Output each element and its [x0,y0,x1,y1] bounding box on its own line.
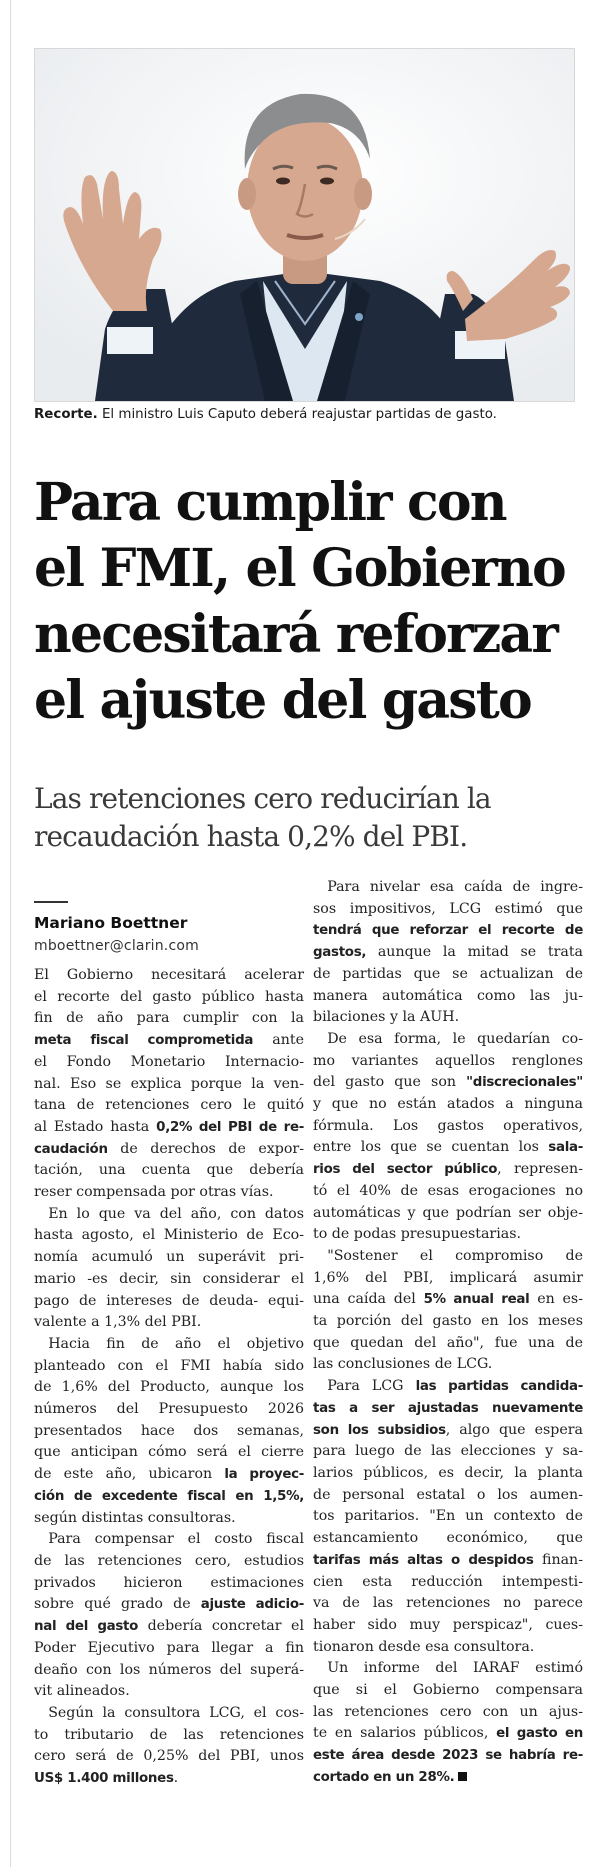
body-text: finan- [533,1551,583,1568]
body-text-line [34,1247,304,1269]
body-text-line [34,1291,304,1313]
body-text: en es- [529,1291,584,1308]
body-text: que anticipan cómo será el cierre [34,1444,304,1461]
body-text: privados hicieron estimaciones [34,1574,304,1591]
body-text: El Gobierno necesitará acelerar [34,967,304,983]
body-text: hasta agosto, el Ministerio de Eco- [34,1227,304,1244]
body-text: automáticas y que podrían ser obje- [313,1204,583,1221]
body-text-line [313,1485,583,1507]
bold-highlight: ajuste adicio- [200,1597,304,1613]
body-text-line [313,964,583,986]
body-text-line [34,1334,304,1356]
body-text: bilaciones y la AUH. [313,1009,460,1026]
body-text-line [34,1703,304,1725]
body-text-line [313,1615,583,1637]
body-text: de las retenciones cero, estudios [34,1552,304,1569]
body-text: tó el 40% de esas erogaciones no [313,1182,583,1199]
body-text: que quedan del año", fue una de [313,1334,583,1351]
end-of-article-mark [458,1772,467,1781]
body-text-line [313,1528,583,1550]
body-text-line [313,1441,583,1463]
body-text: Según la consultora LCG, el cos- [34,1704,304,1721]
body-text-line [313,1289,583,1311]
body-text: Hacia fin de año el objetivo [34,1335,304,1352]
body-text-line [34,1508,304,1530]
bold-highlight: la proyec- [224,1467,305,1483]
article-photo [34,48,575,402]
subhead-line: Las retenciones cero reducirían la [34,782,491,815]
body-text-line [313,1051,583,1073]
bold-highlight: US$ 1.400 millones [34,1771,174,1787]
body-text: De esa forma, le quedarían co- [313,1030,583,1047]
body-text: va de las retenciones no parece [313,1595,583,1612]
body-text: En lo que va del año, con datos [34,1205,304,1222]
body-text-line [34,1594,304,1616]
body-text-line [313,1029,583,1051]
body-text-line [313,920,583,942]
body-text-line [313,1311,583,1333]
body-text: tionaron desde esa consultora. [313,1638,535,1655]
body-text: reser compensada por otras vías. [34,1184,274,1201]
article-subheadline [34,780,584,856]
article-body-column-left [34,965,304,1790]
headline-line: el ajuste del gasto [34,670,531,731]
bold-highlight: gastos, [313,945,367,961]
body-text: to de podas presupuestarias. [313,1226,521,1243]
body-text: tación, una cuenta que debería [34,1162,304,1179]
body-text-line [313,1658,583,1680]
body-text-line [34,987,304,1009]
body-text-line [34,1052,304,1074]
body-text: las retenciones cero con un ajus- [313,1703,583,1720]
body-text: que si el Gobierno compensara [313,1682,583,1699]
subhead-line: recaudación hasta 0,2% del PBI. [34,820,468,853]
bold-highlight: el gasto en [496,1726,583,1742]
body-text: y que no están atados a ninguna [313,1096,583,1113]
body-text: , algo que espera [445,1421,584,1438]
body-text-line [34,1768,304,1790]
body-text: nal. Eso se explica porque la ven- [34,1075,304,1092]
bold-highlight: nal del gasto [34,1619,139,1635]
byline-rule [34,901,68,903]
body-text-line [313,899,583,921]
bold-highlight: 5% anual real [423,1292,530,1308]
body-text-line [313,986,583,1008]
body-text-line [313,1506,583,1528]
body-text: presentados hace dos semanas, [34,1422,304,1439]
body-text-line [34,1660,304,1682]
body-text: pago de intereses de deuda- equi- [34,1292,304,1309]
body-text: de derechos de expor- [107,1140,304,1157]
body-text-line [313,1268,583,1290]
body-text-line [313,1550,583,1572]
body-text-line [313,1702,583,1724]
body-text-line [34,1312,304,1334]
page-margin-rule [10,0,11,1867]
body-text: de partidas que se actualizan de [313,965,583,982]
author-name: Mariano Boettner [34,914,188,932]
body-text-line [34,1160,304,1182]
article-headline [34,470,584,734]
body-text-line [313,1420,583,1442]
body-text: mo variantes aquellos renglones [313,1052,583,1069]
body-text-line [34,1573,304,1595]
body-text: "Sostener el compromiso de [313,1247,583,1264]
body-text: tos paritarios. "En un contexto de [313,1508,583,1525]
body-text-line [34,1464,304,1486]
body-text-line [313,877,583,899]
body-text-line [34,965,304,987]
caption-lead: Recorte. [34,407,98,422]
body-text: de este año, ubicaron [34,1466,225,1483]
body-text: del gasto que son [313,1074,467,1091]
article-body-column-right [313,877,583,1789]
body-text-line [34,1746,304,1768]
body-text: Poder Ejecutivo para llegar a fin [34,1639,304,1656]
body-text: estancamiento económico, que [313,1530,583,1547]
body-text: el Fondo Monetario Internacio- [34,1053,304,1070]
bold-highlight: las partidas candida- [415,1379,583,1395]
bold-highlight: tas a ser ajustadas nuevamente [313,1400,583,1416]
body-text-line [313,1745,583,1767]
body-text-line [313,1767,583,1789]
bold-highlight: son los subsidios [313,1422,446,1438]
body-text-line [34,1008,304,1030]
body-text-line [34,1095,304,1117]
body-text-line [34,1030,304,1052]
body-text-line [34,1204,304,1226]
body-text-line [313,1203,583,1225]
photo-caption [34,405,579,425]
body-text: Para compensar el costo fiscal [34,1531,304,1548]
body-text-line [34,1399,304,1421]
body-text: de personal estatal o los aumen- [313,1486,583,1503]
body-text-line [313,1159,583,1181]
body-text-line [34,1225,304,1247]
body-text-line [313,1007,583,1029]
minister-photo-illustration [35,49,574,401]
body-text: las conclusiones de LCG. [313,1356,493,1373]
body-text: vit alineados. [34,1683,130,1700]
body-text: números del Presupuesto 2026 [34,1401,304,1418]
bold-highlight: "discrecionales" [466,1075,583,1091]
body-text: larios públicos, es decir, la planta [313,1464,583,1481]
body-text-line [313,1246,583,1268]
body-text-line [313,1463,583,1485]
bold-highlight: rios del sector público [313,1162,498,1178]
body-text: ante [253,1032,305,1049]
body-text: Para LCG [313,1378,416,1395]
body-text: Para nivelar esa caída de ingre- [313,879,583,895]
body-text: manera automática como las ju- [313,987,583,1004]
body-text: para luego de las elecciones y sa- [313,1443,583,1460]
body-text: te en salarios públicos, [313,1725,497,1742]
caption-text: El ministro Luis Caputo deberá reajustar partidas de gasto. [97,407,497,422]
body-text-line [34,1074,304,1096]
body-text-line [34,1442,304,1464]
body-text-line [313,1137,583,1159]
body-text-line [313,1094,583,1116]
body-text-line [34,1421,304,1443]
headline-line: el FMI, el Gobierno [34,538,565,599]
body-text-line [313,1680,583,1702]
body-text: el recorte del gasto público hasta [34,988,304,1005]
body-text-line [313,1224,583,1246]
body-text-line [34,1725,304,1747]
bold-highlight: 0,2% del PBI de re- [156,1119,304,1135]
body-text-line [34,1377,304,1399]
bold-highlight: sala- [548,1140,583,1156]
body-text: al Estado hasta [34,1118,157,1135]
body-text: ta porción del gasto en los meses [313,1313,583,1330]
body-text-line [34,1139,304,1161]
body-text: nomía acumuló un superávit pri- [34,1249,304,1266]
body-text: de 1,6% del Producto, aunque los [34,1379,304,1396]
body-text: mario -es decir, sin considerar el [34,1270,304,1287]
body-text: fórmula. Los gastos operativos, [313,1117,583,1134]
body-text-line [313,1072,583,1094]
body-text: planteado con el FMI había sido [34,1357,304,1374]
headline-line: necesitará reforzar [34,604,557,665]
body-text-line [313,1723,583,1745]
body-text: deaño con los números del superá- [34,1661,304,1678]
author-email[interactable]: mboettner@clarin.com [34,938,199,954]
bold-highlight: tarifas más altas o despidos [313,1552,534,1568]
body-text: tana de retenciones cero le quitó [34,1097,304,1114]
bold-highlight: cortado en un 28%. [313,1769,455,1785]
body-text: , represen- [497,1161,583,1178]
body-text: 1,6% del PBI, implicará asumir [313,1269,583,1286]
body-text: sobre qué grado de [34,1596,201,1613]
body-text-line [34,1356,304,1378]
body-text: cero será de 0,25% del PBI, unos [34,1748,304,1765]
body-text-line [313,1333,583,1355]
body-text-line [34,1638,304,1660]
body-text-line [313,1116,583,1138]
body-text-line [313,1572,583,1594]
body-text: una caída del [313,1291,424,1308]
body-text-line [34,1551,304,1573]
body-text-line [34,1681,304,1703]
body-text: entre los que se cuentan los [313,1139,549,1156]
body-text-line [34,1117,304,1139]
body-text: sos impositivos, LCG estimó que [313,900,583,917]
body-text: haber sido muy perspicaz", cues- [313,1616,583,1633]
body-text-line [34,1616,304,1638]
body-text-line [34,1486,304,1508]
bold-highlight: ción de excedente fiscal en 1,5%, [34,1488,304,1504]
body-text-line [313,1354,583,1376]
body-text: fin de año para cumplir con la [34,1010,304,1027]
body-text-line [313,1593,583,1615]
headline-line: Para cumplir con [34,472,506,533]
body-text-line [313,942,583,964]
body-text-line [313,1637,583,1659]
body-text-line [313,1376,583,1398]
body-text: aunque la mitad se trata [366,944,583,961]
body-text: debería concretar el [138,1618,304,1635]
body-text: Un informe del IARAF estimó [313,1660,583,1677]
bold-highlight: caudación [34,1141,108,1157]
body-text: cien esta reducción intempesti- [313,1573,583,1590]
body-text: valente a 1,3% del PBI. [34,1314,202,1331]
body-text-line [34,1529,304,1551]
body-text-line [313,1398,583,1420]
body-text-line [34,1269,304,1291]
body-text: según distintas consultoras. [34,1509,236,1526]
body-text: . [173,1770,179,1787]
body-text: to tributario de las retenciones [34,1726,304,1743]
bold-highlight: meta fiscal comprometida [34,1033,254,1049]
bold-highlight: tendrá que reforzar el recorte de [313,923,583,939]
bold-highlight: este área desde 2023 se habría re- [313,1748,583,1764]
body-text-line [34,1182,304,1204]
body-text-line [313,1181,583,1203]
